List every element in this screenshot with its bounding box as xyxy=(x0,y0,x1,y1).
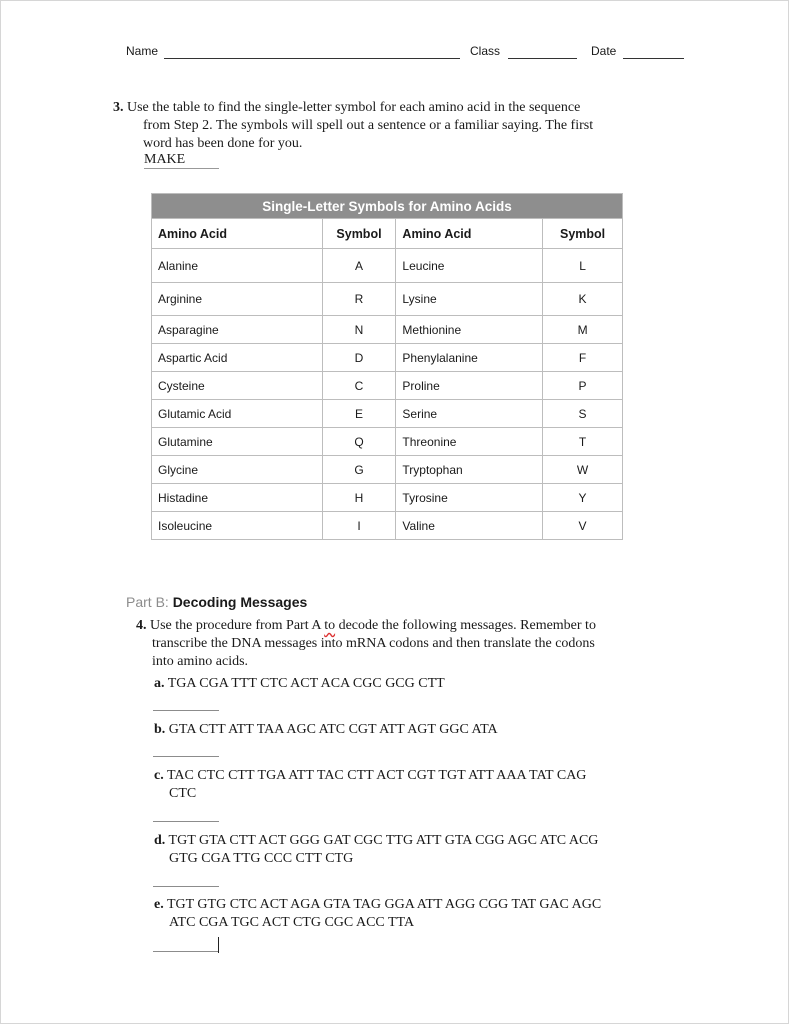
dna-sequence: TGT GTG CTC ACT AGA GTA TAG GGA ATT AGG CGG TAT GAC AGC xyxy=(166,897,602,912)
table-row xyxy=(152,400,623,428)
amino-acid-cell: Threonine xyxy=(396,428,543,456)
symbol-cell: N xyxy=(322,316,396,344)
question-text: word has been done for you. xyxy=(143,136,303,151)
message-e xyxy=(154,896,644,932)
dna-sequence: GTA CTT ATT TAA AGC ATC CGT ATT AGT GGC ATA xyxy=(168,722,498,737)
symbol-cell: R xyxy=(322,283,396,316)
answer-blank-a[interactable] xyxy=(153,710,219,711)
column-header: Symbol xyxy=(543,219,623,249)
symbol-cell: I xyxy=(322,512,396,540)
amino-acid-cell: Lysine xyxy=(396,283,543,316)
answer-field[interactable]: MAKE xyxy=(144,152,219,169)
section-heading xyxy=(126,594,307,610)
amino-acid-cell: Proline xyxy=(396,372,543,400)
message-letter: c. xyxy=(154,768,164,783)
symbol-cell: Y xyxy=(543,484,623,512)
amino-acid-cell: Aspartic Acid xyxy=(152,344,323,372)
amino-acid-cell: Phenylalanine xyxy=(396,344,543,372)
question-text: transcribe the DNA messages into mRNA codons and then translate the codons xyxy=(152,636,595,651)
amino-acid-cell: Histadine xyxy=(152,484,323,512)
class-field[interactable] xyxy=(508,58,577,59)
dna-sequence: TGA CGA TTT CTC ACT ACA CGC GCG CTT xyxy=(167,676,445,691)
table-title: Single-Letter Symbols for Amino Acids xyxy=(152,194,623,219)
dna-sequence: TAC CTC CTT TGA ATT TAC CTT ACT CGT TGT ATT AAA TAT CAG xyxy=(166,768,587,783)
dna-sequence: TGT GTA CTT ACT GGG GAT CGC TTG ATT GTA CGG AGC ATC ACG xyxy=(168,833,599,848)
message-letter: e. xyxy=(154,897,164,912)
table-row xyxy=(152,428,623,456)
symbol-cell: H xyxy=(322,484,396,512)
table-row xyxy=(152,249,623,283)
symbol-cell: T xyxy=(543,428,623,456)
part-label: Part B: xyxy=(126,594,169,610)
table-row xyxy=(152,316,623,344)
message-letter: b. xyxy=(154,722,166,737)
symbol-cell: V xyxy=(543,512,623,540)
symbol-cell: M xyxy=(543,316,623,344)
answer-blank-c[interactable] xyxy=(153,821,219,822)
amino-acid-cell: Glutamine xyxy=(152,428,323,456)
column-header: Amino Acid xyxy=(396,219,543,249)
amino-acid-cell: Glycine xyxy=(152,456,323,484)
table-row xyxy=(152,372,623,400)
message-b xyxy=(154,721,644,739)
question-number: 4. xyxy=(136,618,147,633)
symbol-cell: G xyxy=(322,456,396,484)
table-row xyxy=(152,484,623,512)
part-title: Decoding Messages xyxy=(172,594,308,610)
message-c xyxy=(154,767,644,803)
answer-blank-e[interactable] xyxy=(153,951,219,952)
message-a xyxy=(154,675,644,693)
dna-sequence: ATC CGA TGC ACT CTG CGC ACC TTA xyxy=(169,915,415,930)
symbol-cell: F xyxy=(543,344,623,372)
column-header: Symbol xyxy=(322,219,396,249)
table-row xyxy=(152,456,623,484)
dna-sequence: GTG CGA TTG CCC CTT CTG xyxy=(169,851,354,866)
answer-blank-d[interactable] xyxy=(153,886,219,887)
text-cursor xyxy=(218,937,219,953)
symbol-cell: A xyxy=(322,249,396,283)
dna-sequence: CTC xyxy=(169,786,197,801)
amino-acid-cell: Valine xyxy=(396,512,543,540)
message-letter: d. xyxy=(154,833,166,848)
question-text: decode the following messages. Remember to xyxy=(335,618,596,633)
amino-acid-cell: Arginine xyxy=(152,283,323,316)
amino-acid-cell: Serine xyxy=(396,400,543,428)
amino-acid-cell: Asparagine xyxy=(152,316,323,344)
message-d xyxy=(154,832,644,868)
amino-acid-cell: Tryptophan xyxy=(396,456,543,484)
symbol-cell: P xyxy=(543,372,623,400)
symbol-cell: K xyxy=(543,283,623,316)
question-3 xyxy=(113,99,633,153)
question-text: into amino acids. xyxy=(152,654,249,669)
symbol-cell: W xyxy=(543,456,623,484)
date-label: Date xyxy=(591,44,617,58)
class-label: Class xyxy=(470,44,501,58)
symbol-cell: E xyxy=(322,400,396,428)
question-text: Use the procedure from Part A xyxy=(150,618,325,633)
misspelled-word[interactable]: to xyxy=(324,618,336,633)
symbol-cell: C xyxy=(322,372,396,400)
amino-acid-cell: Leucine xyxy=(396,249,543,283)
amino-acid-cell: Alanine xyxy=(152,249,323,283)
question-4 xyxy=(136,617,636,671)
question-number: 3. xyxy=(113,100,124,115)
table-row xyxy=(152,344,623,372)
amino-acid-cell: Methionine xyxy=(396,316,543,344)
symbol-cell: S xyxy=(543,400,623,428)
symbol-cell: L xyxy=(543,249,623,283)
table-row xyxy=(152,512,623,540)
date-field[interactable] xyxy=(623,58,684,59)
amino-acid-table xyxy=(151,193,623,540)
question-text: Use the table to find the single-letter symbol for each amino acid in the sequence xyxy=(127,100,581,115)
message-letter: a. xyxy=(154,676,165,691)
name-label: Name xyxy=(126,44,159,58)
amino-acid-cell: Isoleucine xyxy=(152,512,323,540)
column-header: Amino Acid xyxy=(152,219,323,249)
symbol-cell: D xyxy=(322,344,396,372)
question-text: from Step 2. The symbols will spell out a sentence or a familiar saying. The first xyxy=(143,118,594,133)
amino-acid-cell: Tyrosine xyxy=(396,484,543,512)
amino-acid-cell: Glutamic Acid xyxy=(152,400,323,428)
table-row xyxy=(152,283,623,316)
name-field[interactable] xyxy=(164,58,460,59)
symbol-cell: Q xyxy=(322,428,396,456)
amino-acid-cell: Cysteine xyxy=(152,372,323,400)
answer-blank-b[interactable] xyxy=(153,756,219,757)
